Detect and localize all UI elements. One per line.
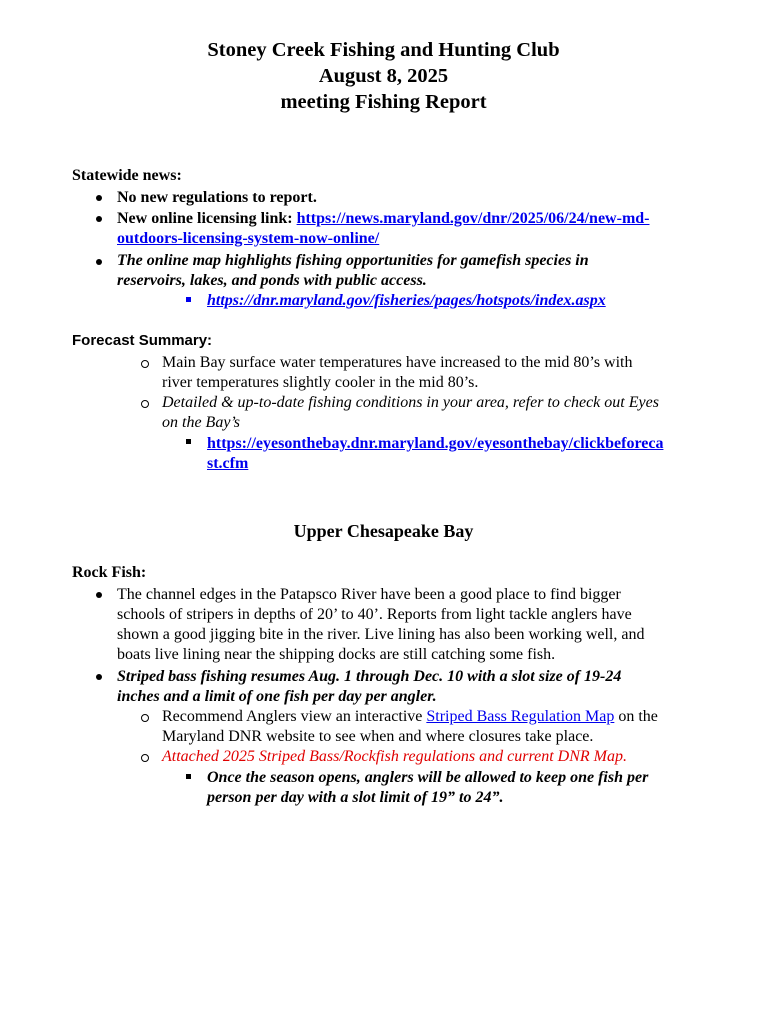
eyes-on-bay-item-cont (207, 454, 248, 474)
statewide-item-2 (117, 209, 650, 229)
bullet-dot-icon (96, 216, 102, 222)
report-title-line-1: Stoney Creek Fishing and Hunting Club (207, 39, 560, 61)
season-notice-line-2: inches and a limit of one fish per day per angler. (117, 688, 437, 705)
slot-limit-line-2: person per day with a slot limit of 19” to 24”. (207, 789, 504, 806)
forecast-item-1: Main Bay surface water temperatures have increased to the mid 80’s with (162, 354, 633, 371)
hotspots-link[interactable]: https://dnr.maryland.gov/fisheries/pages/hotspots/index.aspx (207, 292, 606, 309)
statewide-heading: Statewide news: (72, 167, 182, 184)
statewide-item-3-cont: reservoirs, lakes, and ponds with public access. (117, 272, 427, 289)
eyes-on-bay-link-cont[interactable]: st.cfm (207, 455, 249, 472)
forecast-heading: Forecast Summary: (72, 332, 213, 349)
season-notice-line-1: Striped bass fishing resumes Aug. 1 through Dec. 10 with a slot size of 19-24 (117, 668, 622, 685)
licensing-link-cont[interactable]: outdoors-licensing-system-now-online/ (117, 230, 380, 247)
rock-fish-para-line-1: The channel edges in the Patapsco River have been a good place to find bigger (117, 586, 621, 603)
bullet-dot-icon (96, 195, 102, 201)
bullet-circle-icon (141, 400, 149, 408)
forecast-item-1-cont: river temperatures slightly cooler in the mid 80’s. (162, 374, 479, 391)
report-title-line-2: August 8, 2025 (318, 65, 449, 87)
rock-fish-para-line-2: schools of stripers in depths of 20’ to 40’. Reports from light tackle anglers have (117, 606, 632, 623)
eyes-on-bay-link[interactable]: https://eyesonthebay.dnr.maryland.gov/eyesonthebay/clickbeforeca (207, 435, 664, 452)
regulation-map-line-2: Maryland DNR website to see when and where closures take place. (162, 728, 594, 745)
bullet-square-icon (186, 774, 191, 779)
bullet-square-icon (186, 439, 191, 444)
bullet-dot-icon (96, 592, 102, 598)
regulation-map-post: on the (614, 708, 658, 725)
slot-limit-line-1: Once the season opens, anglers will be allowed to keep one fish per (207, 769, 649, 786)
bullet-dot-icon (96, 259, 102, 265)
bullet-circle-icon (141, 714, 149, 722)
rock-fish-para-line-3: shown a good jigging bite in the river. Live lining has also been working well, and (117, 626, 645, 643)
forecast-item-2-cont: on the Bay’s (162, 414, 240, 431)
regulation-map-link[interactable]: Striped Bass Regulation Map (426, 708, 615, 725)
statewide-item-3: The online map highlights fishing opportunities for gamefish species in (117, 252, 589, 269)
attached-regulations-note: Attached 2025 Striped Bass/Rockfish regulations and current DNR Map. (162, 748, 627, 765)
bullet-circle-icon (141, 360, 149, 368)
report-title-line-3: meeting Fishing Report (280, 91, 487, 113)
licensing-link[interactable]: https://news.maryland.gov/dnr/2025/06/24/new-md- (296, 210, 650, 227)
eyes-on-bay-item (207, 434, 663, 454)
bullet-dot-icon (96, 674, 102, 680)
bullet-circle-icon (141, 754, 149, 762)
rock-fish-heading: Rock Fish: (72, 564, 147, 581)
rock-fish-para-line-4: boats live lining near the shipping docks are still catching some fish. (117, 646, 556, 663)
hotspots-item (207, 291, 606, 311)
regulation-map-pre: Recommend Anglers view an interactive (162, 708, 427, 725)
section-title-upper-bay: Upper Chesapeake Bay (293, 521, 474, 541)
statewide-item-2-cont (117, 229, 379, 249)
statewide-item-1: No new regulations to report. (117, 189, 317, 206)
forecast-item-2: Detailed & up-to-date fishing conditions in your area, refer to check out Eyes (162, 394, 659, 411)
licensing-label: New online licensing link: (117, 210, 297, 227)
bullet-square-icon (186, 297, 191, 302)
regulation-map-line-1 (162, 707, 658, 727)
